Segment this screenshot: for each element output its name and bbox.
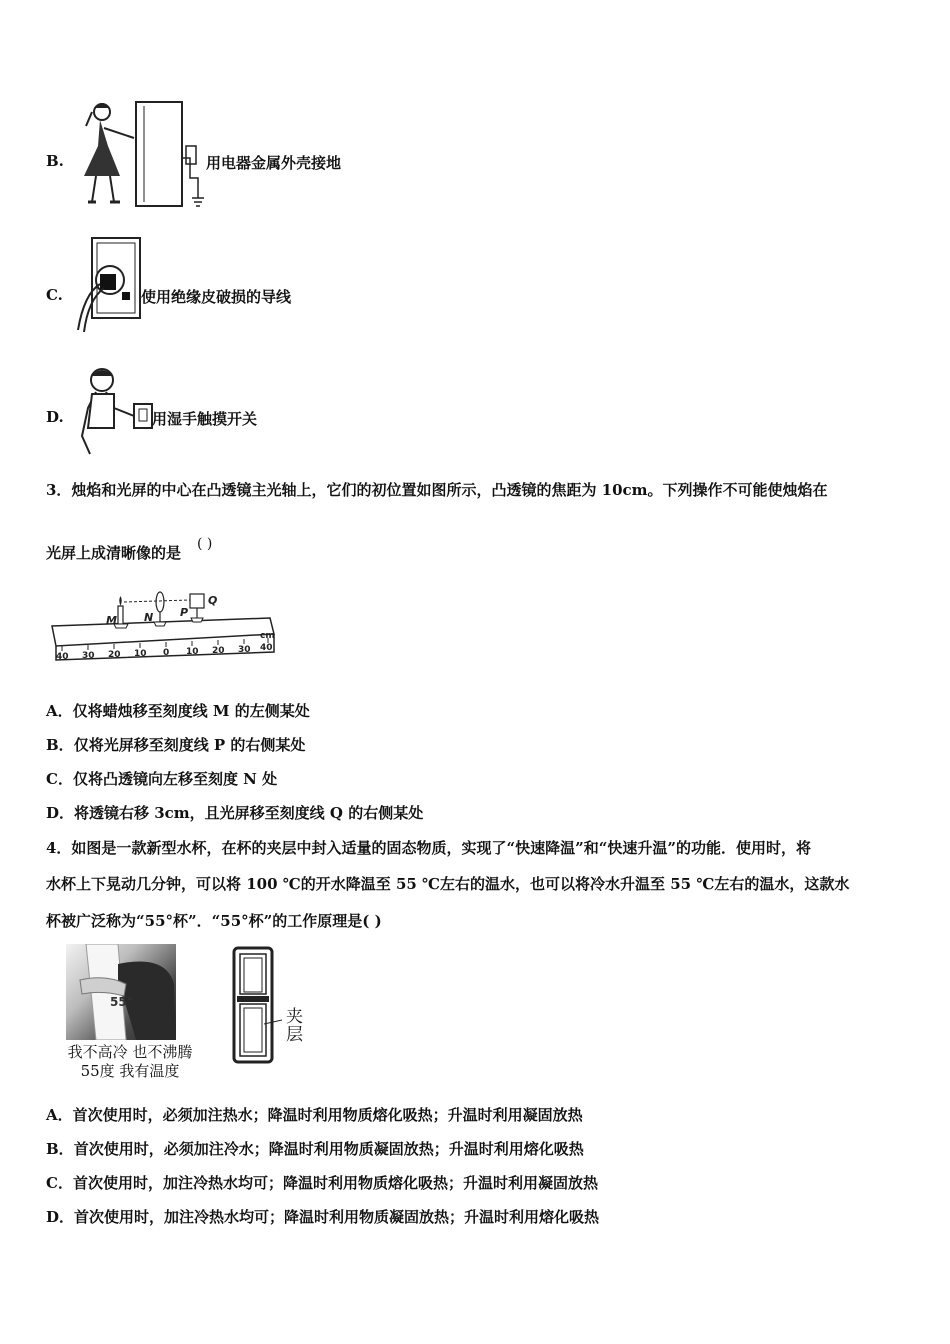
cup-photo (66, 944, 176, 1040)
cup-photo-caption (50, 1043, 210, 1081)
q3-option-d-letter: D． (46, 804, 75, 822)
q3-option-c-text: 仅将凸透镜向左移至刻度 N 处 (72, 770, 278, 788)
q3-option-a-letter: A． (46, 702, 73, 720)
q3-option-d-text: 将透镜右移 3cm，且光屏移至刻度线 Q 的右侧某处 (74, 804, 424, 822)
q3-option-b-letter: B． (46, 736, 74, 754)
q4-stem-line-3: 杯被广泛称为“55°杯”．“55°杯”的工作原理是( ) (46, 912, 382, 930)
label-m: M (106, 614, 117, 627)
label-p: P (180, 606, 189, 619)
convex-lens (156, 592, 164, 612)
option-c-caption: 使用绝缘皮破损的导线 (141, 288, 292, 306)
option-d-caption: 用湿手触摸开关 (152, 410, 258, 428)
option-letter-d: D. (46, 408, 64, 426)
option-letter-b: B. (46, 152, 64, 170)
q3-option-d[interactable] (46, 802, 423, 823)
q4-option-c[interactable] (46, 1172, 598, 1193)
q4-option-d[interactable] (46, 1206, 599, 1227)
q4-option-a[interactable] (46, 1104, 583, 1125)
label-q: Q (208, 594, 218, 607)
tick-label: 30 (82, 651, 95, 661)
label-n: N (144, 611, 154, 624)
wall-socket-plug-icon (70, 234, 145, 334)
q4-option-a-letter: A． (46, 1106, 73, 1124)
light-screen (190, 594, 204, 608)
q4-option-a-text: 首次使用时，必须加注热水；降温时利用物质熔化吸热；升温时利用凝固放热 (72, 1106, 583, 1124)
candle-flame (119, 596, 122, 606)
cup-caption-line-2: 55度 我有温度 (80, 1062, 180, 1080)
q3-stem-line-2: 光屏上成清晰像的是 (46, 544, 182, 562)
tick-label: 30 (238, 645, 251, 655)
tick-label: 0 (163, 648, 170, 658)
tick-label: 10 (186, 647, 199, 657)
q3-option-c[interactable] (46, 768, 277, 789)
hand-holding-cup-icon (66, 944, 176, 1040)
q3-option-b[interactable] (46, 734, 305, 755)
q4-option-b-text: 首次使用时，必须加注冷水；降温时利用物质凝固放热；升温时利用熔化吸热 (73, 1140, 584, 1158)
q3-option-a-text: 仅将蜡烛移至刻度线 M 的左侧某处 (72, 702, 310, 720)
q4-stem-line-1: 4．如图是一款新型水杯，在杯的夹层中封入适量的固态物质，实现了“快速降温”和“快速升温”的功能．使用时，将 (46, 839, 811, 857)
q4-option-d-letter: D． (46, 1208, 75, 1226)
boy-touching-switch-icon (70, 364, 160, 456)
q4-option-c-text: 首次使用时，加注冷热水均可；降温时利用物质熔化吸热；升温时利用凝固放热 (72, 1174, 598, 1192)
q3-stem-line-1: 3．烛焰和光屏的中心在凸透镜主光轴上，它们的初位置如图所示，凸透镜的焦距为 10cm。下列操作不可能使烛焰在 (46, 481, 828, 499)
tick-label: 40 (260, 643, 273, 653)
cup-55-label: 55° (110, 995, 133, 1009)
tick-label: 20 (108, 650, 121, 660)
tick-label: 40 (56, 652, 69, 662)
tick-label: 10 (134, 649, 147, 659)
q3-option-c-letter: C． (46, 770, 73, 788)
unit-label: cm (260, 631, 275, 641)
q4-option-d-text: 首次使用时，加注冷热水均可；降温时利用物质凝固放热；升温时利用熔化吸热 (74, 1208, 600, 1226)
candle (118, 606, 123, 624)
q3-option-b-text: 仅将光屏移至刻度线 P 的右侧某处 (73, 736, 306, 754)
q4-stem-line-2: 水杯上下晃动几分钟，可以将 100 ℃的开水降温至 55 ℃左右的温水，也可以将冷水升温至 55 ℃左右的温水，这款水 (46, 875, 850, 893)
cup-caption-line-1: 我不高冷 也不沸腾 (67, 1043, 193, 1061)
interlayer-label: 夹 层 (286, 1007, 303, 1045)
q4-option-b-letter: B． (46, 1140, 74, 1158)
q4-option-c-letter: C． (46, 1174, 73, 1192)
cup-cross-section-diagram (228, 944, 318, 1066)
option-letter-c: C. (46, 286, 63, 304)
q3-option-a[interactable] (46, 700, 310, 721)
tick-label: 20 (212, 646, 225, 656)
girl-touching-appliance-icon (74, 98, 214, 213)
q4-option-b[interactable] (46, 1138, 584, 1159)
q3-answer-bracket: ( ) (197, 536, 213, 552)
optical-bench-figure (48, 590, 278, 666)
option-b-caption: 用电器金属外壳接地 (206, 154, 342, 172)
